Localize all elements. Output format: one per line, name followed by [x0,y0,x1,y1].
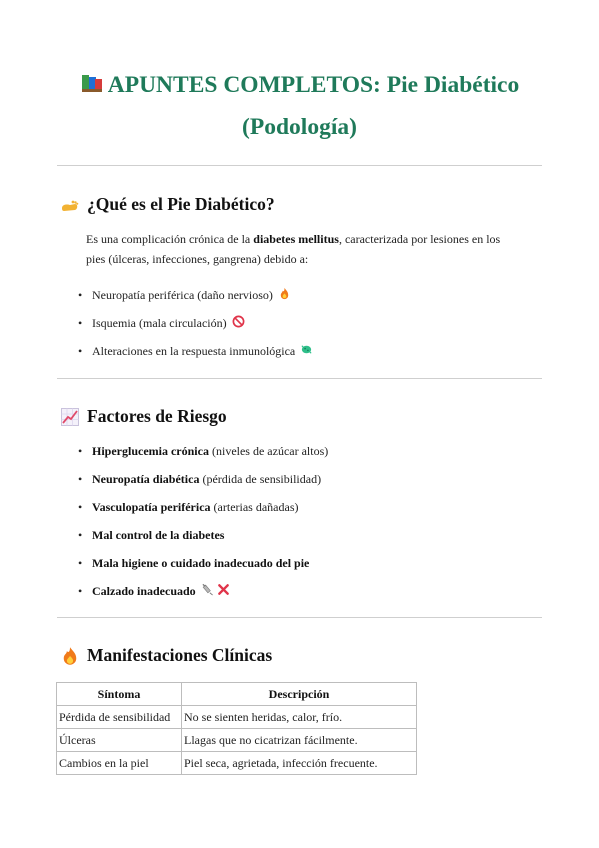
table-cell: Úlceras [57,729,182,752]
causes-list [78,287,313,371]
risk-factors-list [78,443,328,611]
microbe-icon [300,343,313,356]
table-header-row [57,683,417,706]
foot-icon [60,195,80,215]
cross-mark-icon [217,583,230,596]
list-item [78,527,328,555]
table-cell: Llagas que no cicatrizan fácilmente. [182,729,417,752]
divider [57,165,542,166]
divider [57,378,542,379]
list-item [78,287,313,315]
table-row [57,729,417,752]
list-item [78,583,328,611]
list-item-bold: Calzado inadecuado [92,584,196,598]
section-heading-risk [60,406,227,427]
list-item-text: • Isquemia (mala circulación) [92,316,227,330]
fire-icon [278,287,291,300]
paragraph-bold: diabetes mellitus [253,232,339,246]
list-item-bold: Vasculopatía periférica [92,500,211,514]
definition-paragraph [86,229,516,269]
books-icon [80,71,104,95]
table-cell: Cambios en la piel [57,752,182,775]
syringe-icon [201,583,214,596]
fire-icon [60,646,80,666]
list-item-text: (arterias dañadas) [210,500,299,514]
title-line-1: APUNTES COMPLETOS: Pie Diabético [107,72,520,98]
list-item [78,343,313,371]
list-item-bold: Hiperglucemia crónica [92,444,209,458]
paragraph-text: Es una complicación crónica de la [86,232,254,246]
list-item [78,443,328,471]
heading-text: ¿Qué es el Pie Diabético? [87,194,275,214]
list-item-text: • Alteraciones en la respuesta inmunológica [92,344,296,358]
table-row [57,706,417,729]
table-row [57,752,417,775]
list-item [78,315,313,343]
list-item-bold: Mal control de la diabetes [92,528,225,542]
table-cell: Pérdida de sensibilidad [57,706,182,729]
list-item [78,555,328,583]
page-title [50,64,549,148]
chart-increasing-icon [60,407,80,427]
list-item-text: (pérdida de sensibilidad) [199,472,322,486]
list-item-bold: Neuropatía diabética [92,472,200,486]
column-header-description: Descripción [182,683,417,706]
divider [57,617,542,618]
symptoms-table [56,682,417,775]
list-item [78,471,328,499]
column-header-symptom: Síntoma [57,683,182,706]
no-entry-icon [232,315,245,328]
heading-text: Manifestaciones Clínicas [87,645,273,665]
table-cell: No se sienten heridas, calor, frío. [182,706,417,729]
heading-text: Factores de Riesgo [87,406,227,426]
list-item-text: • Neuropatía periférica (daño nervioso) [92,288,273,302]
paragraph-text: , caracterizada por lesiones en los pies (úlceras, infecciones, gangrena) debido a: [86,232,501,266]
list-item-text: (niveles de azúcar altos) [208,444,329,458]
title-line-2: (Podología) [242,114,357,140]
section-heading-what [60,194,275,215]
list-item-bold: Mala higiene o cuidado inadecuado del pie [92,556,310,570]
section-heading-clinical [60,645,272,666]
list-item [78,499,328,527]
table-cell: Piel seca, agrietada, infección frecuente. [182,752,417,775]
